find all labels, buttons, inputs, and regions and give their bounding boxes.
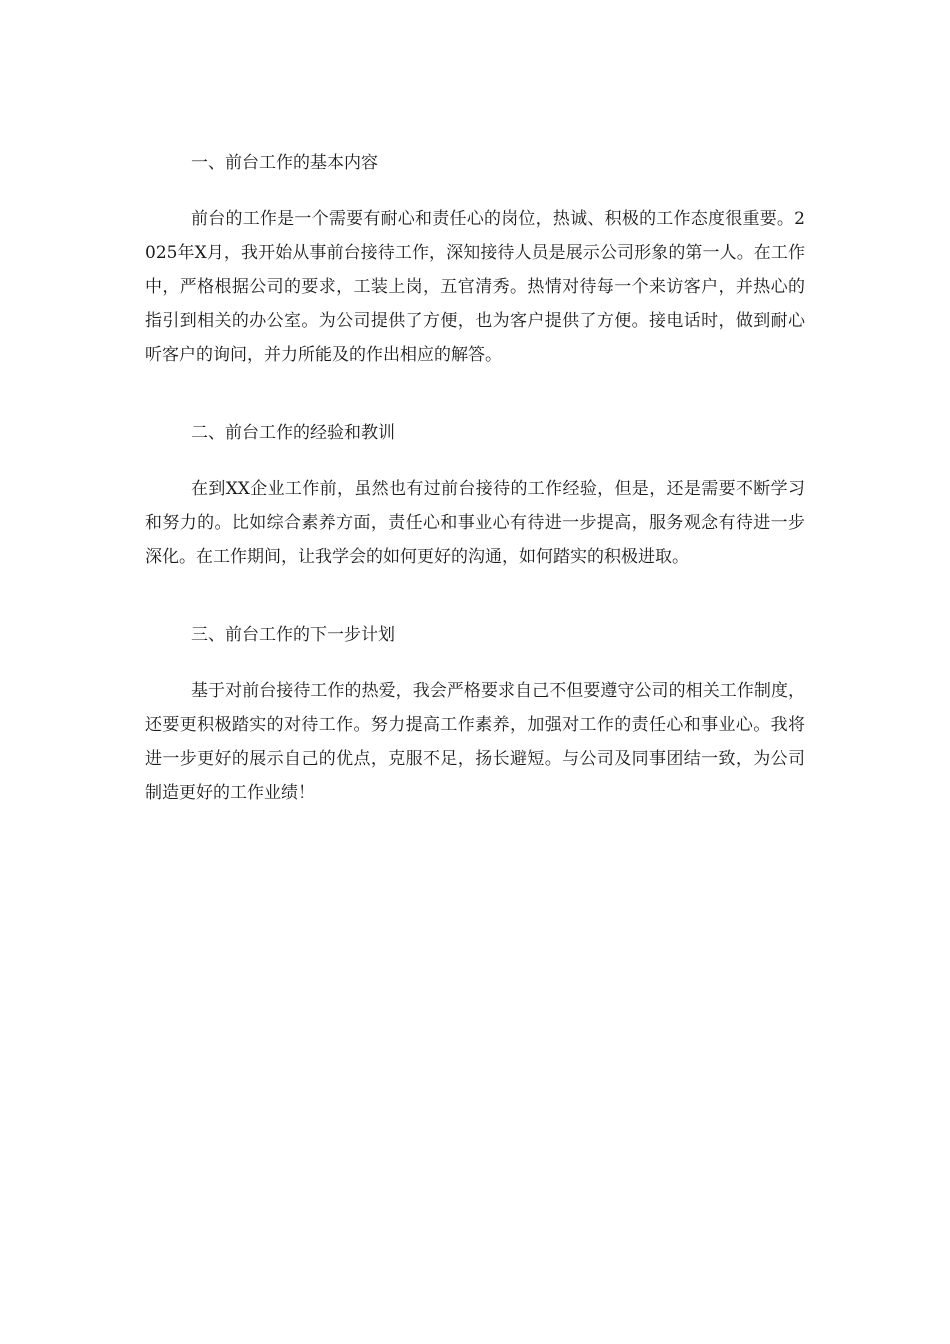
section-heading: 二、前台工作的经验和教训 bbox=[191, 423, 395, 443]
spacer bbox=[145, 178, 805, 202]
spacer bbox=[145, 650, 805, 674]
section-experience bbox=[145, 418, 805, 574]
section-basic-content bbox=[145, 148, 805, 372]
spacer bbox=[145, 372, 805, 418]
spacer bbox=[145, 574, 805, 620]
section-paragraph: 基于对前台接待工作的热爱，我会严格要求自己不但要遵守公司的相关工作制度，还要更积极踏实的对待工作。努力提高工作素养，加强对工作的责任心和事业心。我将进一步更好的展示自己的优点，克服不足，扬长避短。与公司及同事团结一致，为公司制造更好的工作业绩！ bbox=[145, 681, 805, 803]
document-page bbox=[145, 148, 805, 810]
section-heading: 三、前台工作的下一步计划 bbox=[191, 625, 395, 645]
section-paragraph: 在到XX企业工作前，虽然也有过前台接待的工作经验，但是，还是需要不断学习和努力的。比如综合素养方面，责任心和事业心有待进一步提高，服务观念有待进一步深化。在工作期间，让我学会的如何更好的沟通，如何踏实的积极进取。 bbox=[145, 479, 805, 567]
section-heading: 一、前台工作的基本内容 bbox=[191, 153, 378, 173]
section-paragraph: 前台的工作是一个需要有耐心和责任心的岗位，热诚、积极的工作态度很重要。2025年X月，我开始从事前台接待工作，深知接待人员是展示公司形象的第一人。在工作中，严格根据公司的要求，工装上岗，五官清秀。热情对待每一个来访客户，并热心的指引到相关的办公室。为公司提供了方便，也为客户提供了方便。接电话时，做到耐心听客户的询问，并力所能及的作出相应的解答。 bbox=[145, 209, 805, 365]
section-next-plan bbox=[145, 620, 805, 810]
spacer bbox=[145, 448, 805, 472]
